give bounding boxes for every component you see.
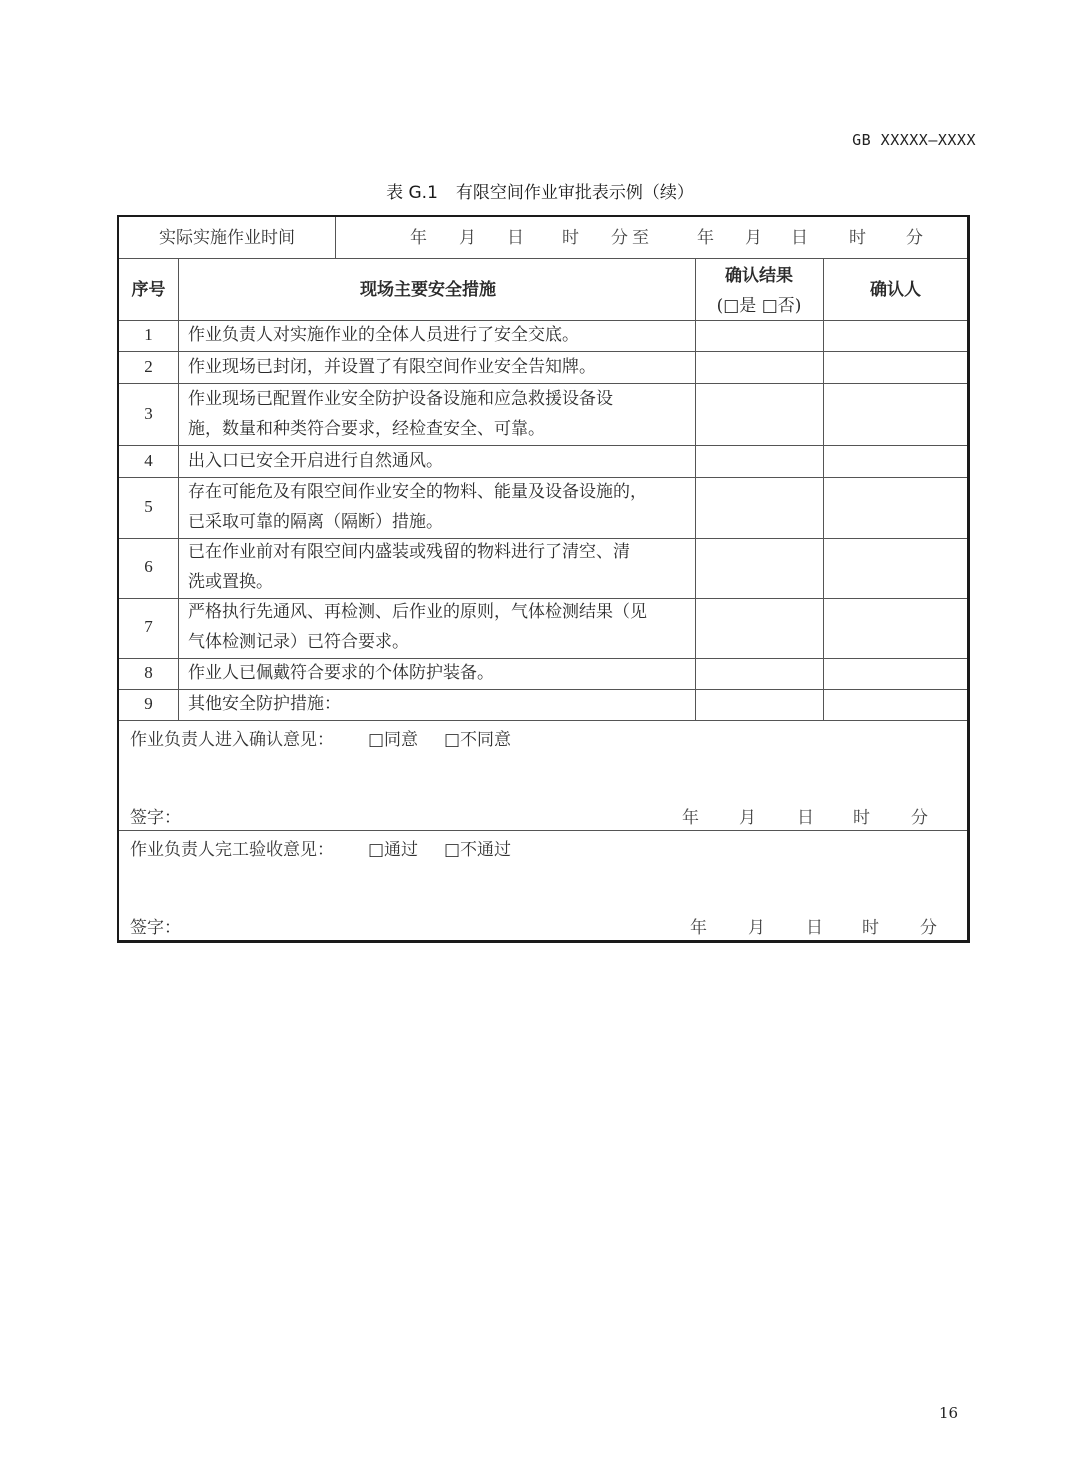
measure-text[interactable]: 其他安全防护措施： [188,694,341,714]
pass-checkbox[interactable]: □通过 [368,840,419,860]
result-cell[interactable] [696,599,823,658]
measure-text: 作业人已佩戴符合要求的个体防护装备。 [188,663,494,683]
disagree-checkbox[interactable]: □不同意 [444,730,512,750]
measure-text: 严格执行先通风、再检测、后作业的原则，气体检测结果（见 [188,602,647,622]
confirmer-cell[interactable] [824,659,967,689]
col-header-result: 确认结果 [725,266,793,286]
row-number: 6 [144,557,153,576]
entry-approval-label: 作业负责人进入确认意见： [130,730,334,750]
day-unit: 日 [806,918,823,938]
day-unit: 日 [507,228,524,248]
col-header-measure: 现场主要安全措施 [360,280,496,300]
signature-label: 签字： [130,808,181,828]
year-unit: 年 [682,808,699,828]
signature-field[interactable] [180,800,660,828]
month-unit: 月 [459,228,476,248]
row-divider [119,258,967,259]
minute-unit: 分 [920,918,937,938]
day-unit: 日 [797,808,814,828]
hour-unit: 时 [562,228,579,248]
year-unit: 年 [697,228,714,248]
result-cell[interactable] [696,539,823,598]
row-number: 8 [144,663,153,682]
result-cell[interactable] [696,352,823,383]
row-number: 3 [144,404,153,423]
hour-unit: 时 [849,228,866,248]
measure-text: 出入口已安全开启进行自然通风。 [188,451,443,471]
hour-unit: 时 [862,918,879,938]
measure-text: 作业现场已配置作业安全防护设备设施和应急救援设备设 [188,389,613,409]
signature-label: 签字： [130,918,181,938]
confirmer-cell[interactable] [824,446,967,477]
row-number: 5 [144,497,153,516]
agree-checkbox[interactable]: □同意 [368,730,419,750]
row-divider [119,720,967,721]
row-number: 4 [144,451,153,470]
measure-text: 施，数量和种类符合要求，经检查安全、可靠。 [188,419,545,439]
measure-text: 洗或置换。 [188,572,273,592]
table-code: 表 G.1 [386,183,438,203]
row-number: 9 [144,694,153,713]
measure-text: 已采取可靠的隔离（隔断）措施。 [188,512,443,532]
measure-text: 作业负责人对实施作业的全体人员进行了安全交底。 [188,325,579,345]
minute-to-unit: 分至 [611,228,653,248]
row-number: 7 [144,617,153,636]
day-unit: 日 [791,228,808,248]
completion-approval-label: 作业负责人完工验收意见： [130,840,334,860]
confirmer-cell[interactable] [824,599,967,658]
result-cell[interactable] [696,384,823,445]
measure-text: 作业现场已封闭，并设置了有限空间作业安全告知牌。 [188,357,596,377]
row-number: 1 [144,325,153,344]
confirmer-cell[interactable] [824,352,967,383]
confirmer-cell[interactable] [824,539,967,598]
col-divider [178,258,179,720]
minute-unit: 分 [911,808,928,828]
col-header-result-options: (□是 □否) [716,296,802,316]
measure-text: 气体检测记录）已符合要求。 [188,632,409,652]
col-header-seq: 序号 [131,280,166,300]
signature-field[interactable] [180,910,660,938]
minute-unit: 分 [906,228,923,248]
year-unit: 年 [410,228,427,248]
confirmer-cell[interactable] [824,478,967,538]
month-unit: 月 [739,808,756,828]
confirmer-cell[interactable] [824,321,967,351]
result-cell[interactable] [696,478,823,538]
month-unit: 月 [748,918,765,938]
table-title-text: 有限空间作业审批表示例（续） [455,183,694,203]
result-cell[interactable] [696,446,823,477]
actual-time-label: 实际实施作业时间 [159,228,295,248]
result-cell[interactable] [696,690,823,720]
row-number: 2 [144,357,153,376]
col-divider [335,217,336,258]
year-unit: 年 [690,918,707,938]
month-unit: 月 [745,228,762,248]
col-header-confirmer: 确认人 [870,280,921,300]
row-divider [119,830,967,831]
hour-unit: 时 [853,808,870,828]
result-cell[interactable] [696,659,823,689]
confirmer-cell[interactable] [824,384,967,445]
page-number: 16 [939,1404,959,1422]
result-cell[interactable] [696,321,823,351]
fail-checkbox[interactable]: □不通过 [444,840,512,860]
standard-code: GB XXXXX—XXXX [852,131,976,149]
table-title [0,178,1080,203]
measure-text: 已在作业前对有限空间内盛装或残留的物料进行了清空、清 [188,542,630,562]
confirmer-cell[interactable] [824,690,967,720]
measure-text: 存在可能危及有限空间作业安全的物料、能量及设备设施的， [188,482,647,502]
